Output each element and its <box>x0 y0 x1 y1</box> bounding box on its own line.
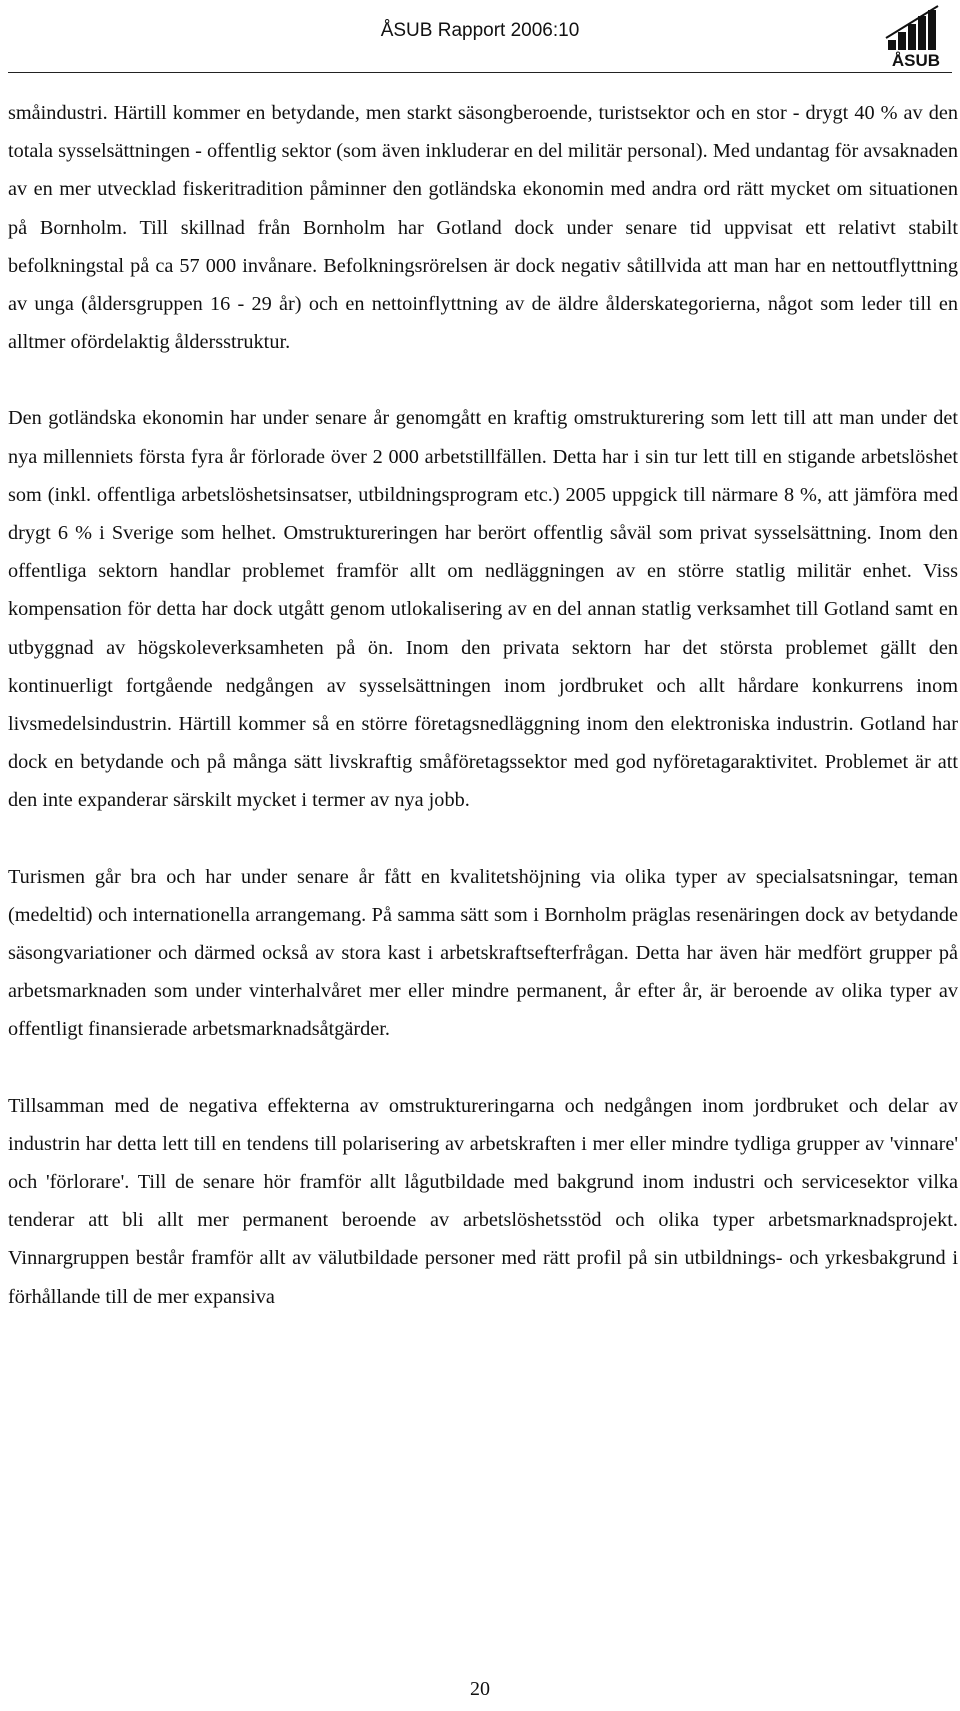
paragraph: småindustri. Härtill kommer en betydande, men starkt säsongberoende, turistsektor och en stor - drygt 40 % av den totala sysselsättningen - offentlig sektor (som även inkluderar en del militär personal). Med undantag för avsaknaden av en mer utvecklad fiskeritradition påminner den gotländska ekonomin med andra ord rätt mycket om situationen på Bornholm. Till skillnad från Bornholm har Gotland dock under senare tid uppvisat ett relativt stabilt befolkningstal på ca 57 000 invånare. Befolkningsrörelsen är dock negativ såtillvida att man har en nettoutflyttning av unga (åldersgruppen 16 - 29 år) och en nettoinflyttning av de äldre ålderskategorierna, något som leder till en alltmer ofördelaktig åldersstruktur. <box>8 102 958 354</box>
paragraph: Tillsamman med de negativa effekterna av omstruktureringarna och nedgången inom jordbruket och delar av industrin har detta lett till en tendens till polarisering av arbetskraften i mer eller mindre tydliga grupper av 'vinnare' och 'förlorare'. Till de senare hör framför allt lågutbildade med bakgrund inom industri och servicesektor vilka tenderar att bli allt mer permanent beroende av arbetslöshetsstöd och olika typer arbetsmarknadsprojekt. Vinnargruppen består framför allt av välutbildade personer med rätt profil på sin utbildnings- och yrkesbakgrund i förhållande till de mer expansiva <box>8 1094 958 1308</box>
document-body <box>8 94 958 1354</box>
page-number: 20 <box>470 1678 490 1700</box>
paragraph: Turismen går bra och har under senare år fått en kvalitetshöjning via olika typer av specialsatsningar, teman (medeltid) och internationella arrangemang. På samma sätt som i Bornholm präglas resenäringen dock av betydande säsongvariationer och därmed också av stora kast i arbetskraftsefterfrågan. Detta har även här medfört grupper på arbetsmarknaden som under vinterhalvåret mer eller mindre permanent, år efter år, är beroende av olika typer av offentligt finansierade arbetsmarknadsåtgärder. <box>8 865 958 1041</box>
header-divider <box>8 72 952 73</box>
asub-logo <box>884 4 948 68</box>
report-title: ÅSUB Rapport 2006:10 <box>380 20 580 41</box>
paragraph: Den gotländska ekonomin har under senare år genomgått en kraftig omstrukturering som lett till att man under det nya millenniets första fyra år förlorade över 2 000 arbetstillfällen. Detta har i sin tur lett till en stigande arbetslöshet som (inkl. offentliga arbetslöshetsinsatser, utbildningsprogram etc.) 2005 uppgick till närmare 8 %, att jämföra med drygt 6 % i Sverige som helhet. Omstruktureringen har berört offentlig såväl som privat sysselsättning. Inom den offentliga sektorn handlar problemet framför allt om nedläggningen av en större statlig militär enhet. Viss kompensation för detta har dock utgått genom utlokalisering av en del annan statlig verksamhet till Gotland samt en utbyggnad av högskoleverksamheten på ön. Inom den privata sektorn har det största problemet gällt den kontinuerligt fortgående nedgången av sysselsättningen inom jordbruket och allt hårdare konkurrens inom livsmedelsindustrin. Härtill kommer så en större företagsnedläggning inom den elektroniska industrin. Gotland har dock en betydande och på många sätt livskraftig småföretagssektor med god nyföretagaraktivitet. Problemet är att den inte expanderar särskilt mycket i termer av nya jobb. <box>8 407 958 812</box>
svg-text:ÅSUB: ÅSUB <box>891 51 941 68</box>
